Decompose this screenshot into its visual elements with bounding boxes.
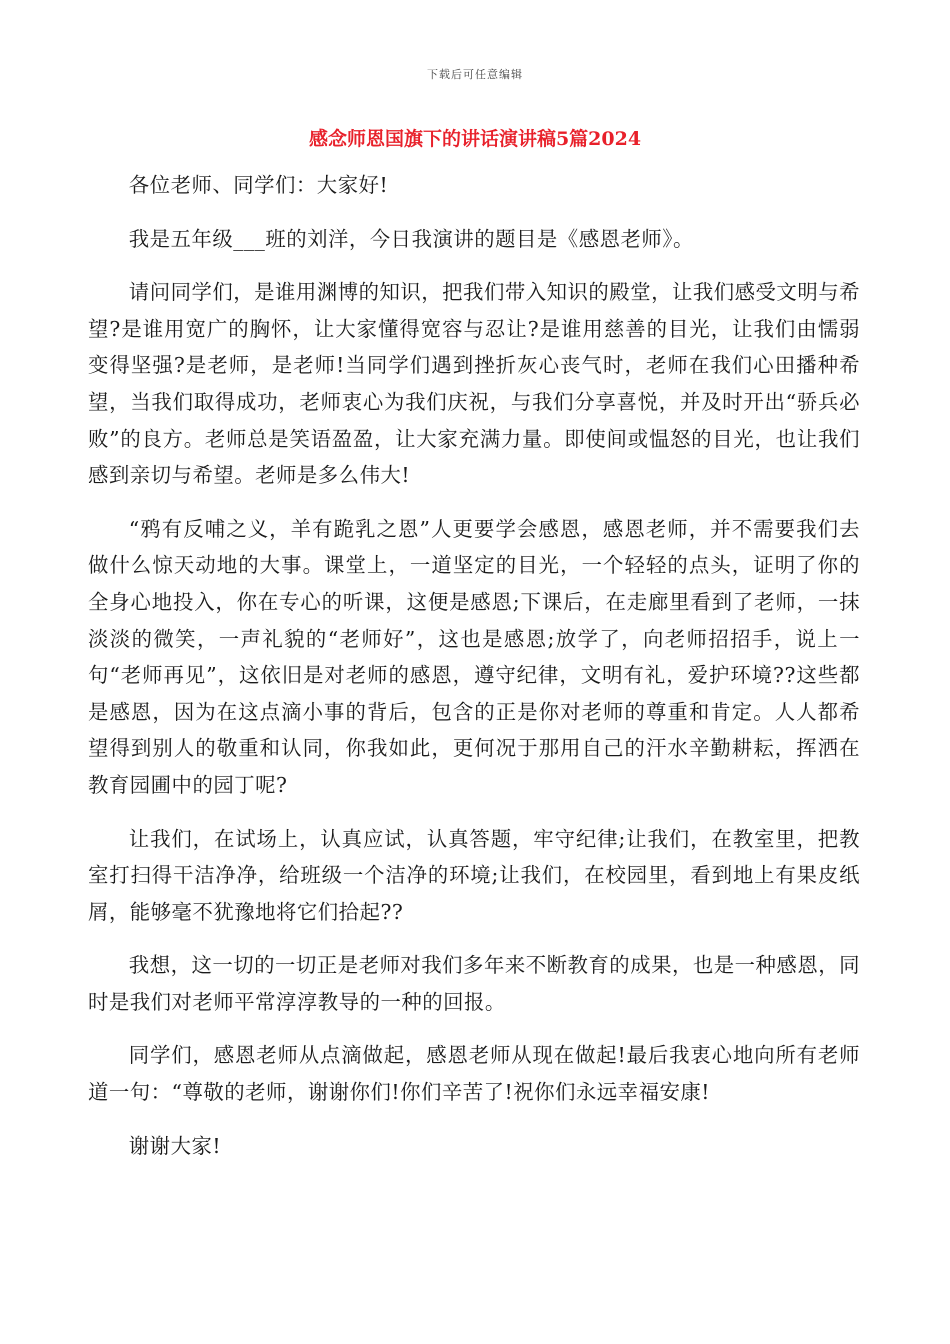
document-body	[88, 150, 860, 1164]
header-note: 下载后可任意编辑	[427, 68, 523, 81]
body-paragraph: 让我们，在试场上，认真应试，认真答题，牢守纪律;让我们，在教室里，把教室打扫得干洁净净，给班级一个洁净的环境;让我们，在校园里，看到地上有果皮纸屑，能够毫不犹豫地将它们拾起??	[88, 826, 860, 924]
body-paragraph: “鸦有反哺之义，羊有跪乳之恩”人更要学会感恩，感恩老师，并不需要我们去做什么惊天动地的大事。课堂上，一道坚定的目光，一个轻轻的点头，证明了你的全身心地投入，你在专心的听课，这便是感恩;下课后，在走廊里看到了老师，一抹淡淡的微笑，一声礼貌的“老师好”，这也是感恩;放学了，向老师招招手，说上一句“老师再见”，这依旧是对老师的感恩，遵守纪律，文明有礼，爱护环境??这些都是感恩，因为在这点滴小事的背后，包含的正是你对老师的尊重和肯定。人人都希望得到别人的敬重和认同，你我如此，更何况于那用自己的汗水辛勤耕耘，挥洒在教育园圃中的园丁呢?	[88, 516, 860, 797]
thanks-paragraph: 谢谢大家!	[128, 1133, 222, 1158]
closing-paragraph: 同学们，感恩老师从点滴做起，感恩老师从现在做起!最后我衷心地向所有老师道一句：“尊敬的老师，谢谢你们!你们辛苦了!祝你们永远幸福安康!	[88, 1043, 860, 1105]
document-title: 感念师恩国旗下的讲话演讲稿5篇2024	[308, 128, 642, 150]
body-paragraph: 我想，这一切的一切正是老师对我们多年来不断教育的成果，也是一种感恩，同时是我们对老师平常淳淳教导的一种的回报。	[88, 953, 860, 1014]
intro-paragraph: 我是五年级___班的刘洋，今日我演讲的题目是《感恩老师》。	[128, 226, 694, 251]
greeting-paragraph: 各位老师、同学们：大家好!	[128, 173, 389, 197]
body-paragraph: 请问同学们，是谁用渊博的知识，把我们带入知识的殿堂，让我们感受文明与希望?是谁用宽广的胸怀，让大家懂得宽容与忍让?是谁用慈善的目光，让我们由懦弱变得坚强?是老师，是老师!当同学们遇到挫折灰心丧气时，老师在我们心田播种希望，当我们取得成功，老师衷心为我们庆祝，与我们分享喜悦，并及时开出“骄兵必败”的良方。老师总是笑语盈盈，让大家充满力量。即使间或愠怒的目光，也让我们感到亲切与希望。老师是多么伟大!	[88, 280, 860, 488]
